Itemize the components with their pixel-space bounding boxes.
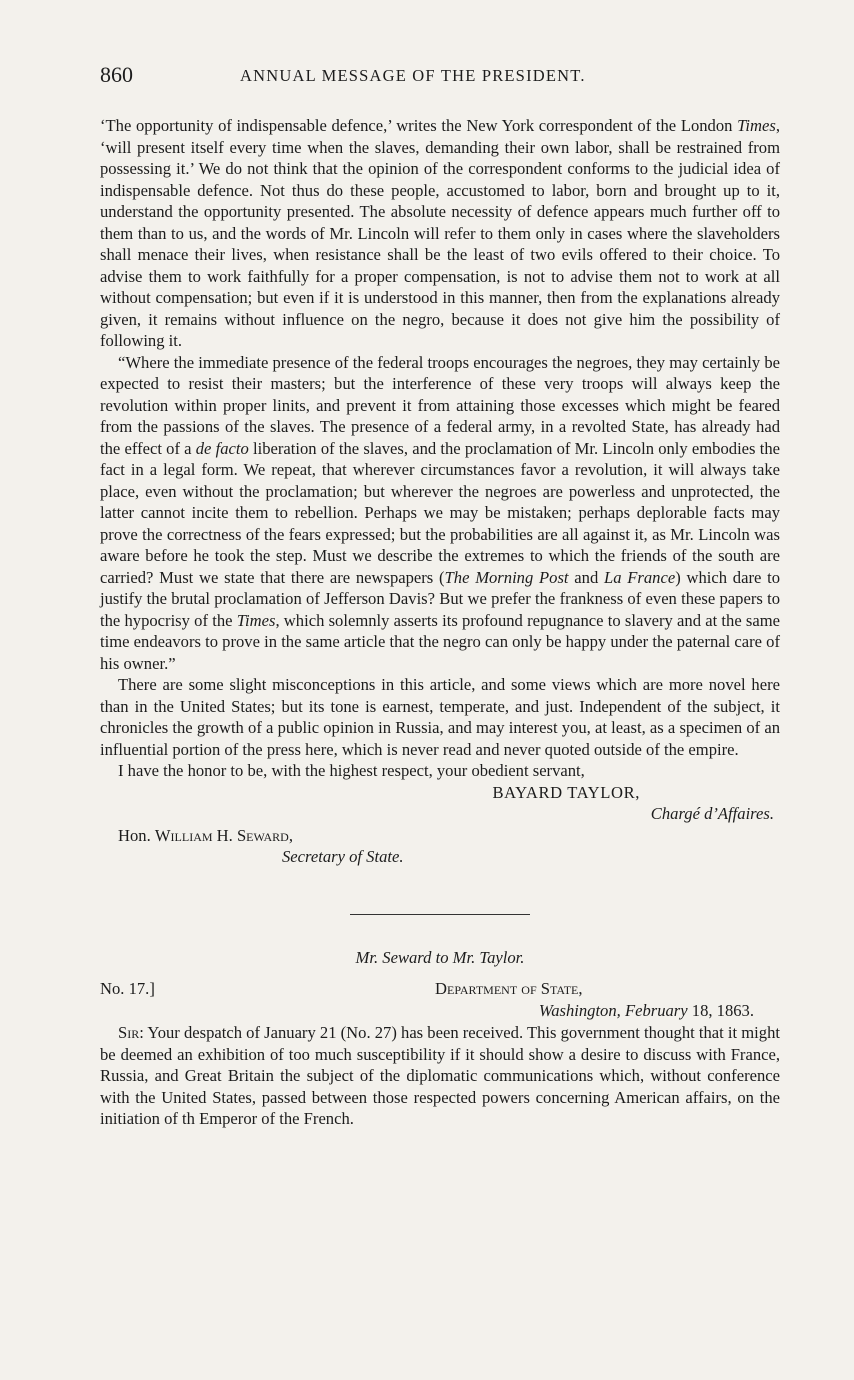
document-number: No. 17.] [100, 979, 155, 998]
letter-body [100, 1022, 780, 1130]
paragraph-2-text-e: , which solemnly asserts its profound repugnance to slavery and at the same time endeavors to prove in the same article that the negro can only be happy under the paternal care of his owner.” [100, 610, 780, 673]
paragraph-2-de-facto: de facto [195, 438, 249, 458]
paragraph-2-text-c: and [568, 567, 604, 587]
section-divider [350, 914, 530, 915]
paragraph-1-times: Times [737, 116, 776, 135]
letter-body-text: : Your despatch of January 21 (No. 27) has been received. This government thought that it might be deemed an exhibition of too much susceptibility if it should show a desire to discuss with France, Russia, and Great Britain the subject of the diplomatic communications which, without conference with the United States, passed between those respected powers concerning American affairs, on the initiation of th Emperor of the French. [100, 1023, 780, 1128]
paragraph-2-morning-post: The Morning Post [444, 567, 569, 587]
page-header [100, 62, 780, 92]
paragraph-2-times: Times [236, 610, 276, 630]
paragraph-2 [100, 352, 780, 675]
paragraph-4-closing: I have the honor to be, with the highest respect, your obedient servant, [118, 761, 585, 780]
salutation: Sir [118, 1023, 140, 1042]
addressee-prefix: Hon. [118, 825, 155, 845]
paragraph-2-text-d: ) which dare to justify the brutal proclamation of Jefferson Davis? But we prefer the frankness of even these papers to the hypocrisy of the [100, 567, 780, 630]
page-number: 860 [100, 62, 133, 87]
paragraph-2-text-a: “Where the immediate presence of the federal troops encourages the negroes, they may certainly be expected to resist their masters; but the interference of these very troops will always keep the revolution within proper linits, and prevent it from attaining those excesses which might be feared from the passions of the slaves. The presence of a federal army, in a revolted State, has already had the effect of a [100, 352, 780, 458]
paragraph-3: There are some slight misconceptions in this article, and some views which are more novel here than in the United States; but its tone is earnest, temperate, and just. Independent of the subject, it chronicles the growth of a public opinion in Russia, and may interest you, at least, as a specimen of an influential portion of the press here, which is never read and never quoted outside of the empire. [100, 675, 780, 759]
running-head: ANNUAL MESSAGE OF THE PRESIDENT. [240, 66, 586, 85]
place-date [539, 1000, 754, 1022]
dateline [100, 978, 780, 1022]
signature-name: BAYARD TAYLOR, [492, 782, 640, 802]
signature-title: Chargé d’Affaires. [650, 804, 774, 823]
paragraph-2-la-france: La France [604, 567, 676, 587]
paragraph-1-text-b: , ‘will present itself every time when the slaves, demanding their own labor, shall be restrained from possessing it.’ We do not think that the opinion of the correspondent conforms to the judicial idea of indispensable defence. Not thus do these people, accustomed to labor, born and brought up to it, understand the opportunity presented. The absolute necessity of defence appears much further off to them than to us, and the words of Mr. Lincoln will refer to them only in cases where the slaveholders shall menace their lives, when resistance shall be the least of two evils offered to their choice. To advise them to work faithfully for a proper compensation, is not to advise them not to work at all without compensation; but even if it is understood in this manner, then from the explanations already given, it remains without influence on the negro, because it does not give him the possibility of following it. [100, 116, 780, 350]
addressee-title: Secretary of State. [282, 847, 404, 866]
addressee-name [100, 825, 780, 847]
paragraph-1-text-a: ‘The opportunity of indispensable defence,’ writes the New York correspondent of the London [100, 116, 738, 135]
department-name: Department of State, [435, 979, 583, 998]
place-month: Washington, February [538, 1001, 688, 1020]
letter-heading: Mr. Seward to Mr. Taylor. [355, 947, 525, 967]
paragraph-1 [100, 115, 780, 352]
paragraph-2-text-b: liberation of the slaves, and the proclamation of Mr. Lincoln only embodies the fact in a legal form. We repeat, that wherever circumstances favor a revolution, it will always take place, even without the proclamation; but wherever the negroes are powerless and unprotected, the latter cannot incite them to rebellion. Perhaps we may be mistaken; perhaps deplorable facts may prove the correctness of the fears expressed; but the probabilities are all against it, as Mr. Lincoln was aware before he took the step. Must we describe the extremes to which the friends of the south are carried? Must we state that there are newspapers ( [100, 438, 780, 587]
day-year: 18, 1863. [687, 1001, 754, 1020]
page-body [100, 115, 780, 1130]
addressee-name-sc: William H. Seward, [154, 825, 293, 845]
